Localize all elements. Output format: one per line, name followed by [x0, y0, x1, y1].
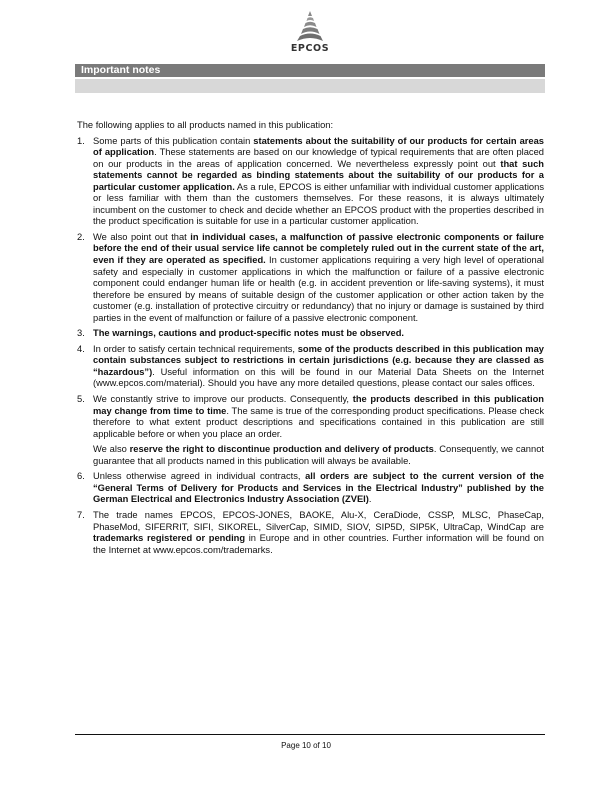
note-number: 7.: [77, 509, 85, 520]
note-paragraph: [93, 444, 544, 467]
note-paragraph: [93, 136, 544, 228]
note-paragraph: [93, 328, 544, 340]
body-text: Unless otherwise agreed in individual contracts,: [93, 471, 306, 482]
note-item-5: [77, 394, 544, 467]
notes-body: [77, 120, 544, 560]
body-text: We also point out that: [93, 231, 191, 242]
note-number: 1.: [77, 135, 85, 146]
note-item-4: [77, 344, 544, 390]
note-number: 5.: [77, 394, 85, 405]
epcos-triangle-icon: [293, 10, 327, 42]
emphasis-text: some of the products described in this publication may contain substances subject to restrictions in certain jurisdictions (e.g. because they are classed as “hazardous”): [93, 343, 544, 377]
emphasis-text: trademarks registered or pending: [93, 533, 246, 544]
note-number: 2.: [77, 231, 85, 242]
note-paragraph: [93, 510, 544, 556]
emphasis-text: all orders are subject to the current version of the “General Terms of Delivery for Products and Services in the Electrical Industry” published by the German Electrical and Electronics Industry Association (ZVEI): [93, 471, 544, 505]
epcos-logo: [285, 10, 335, 56]
body-text: . Useful information on this will be found in our Material Data Sheets on the Internet (www.epcos.com/material). Should you have any more detailed questions, please contact our sales offices.: [93, 366, 544, 389]
note-number: 6.: [77, 471, 85, 482]
note-paragraph: [93, 232, 544, 324]
body-text: . Consequently, we cannot guarantee that all products named in this publication will always be available.: [93, 444, 544, 466]
note-item-3: [77, 328, 544, 340]
page-number: Page 10 of 10: [281, 741, 331, 750]
note-paragraph: [93, 394, 544, 440]
intro-text: The following applies to all products named in this publication:: [77, 120, 334, 130]
body-text: We also: [93, 444, 130, 455]
body-text: The trade names EPCOS, EPCOS-JONES, BAOKE, Alu-X, CeraDiode, CSSP, MLSC, PhaseCap, PhaseMod, SIFERRIT, SIFI, SIKOREL, SilverCap, SIMID, SIOV, SIP5D, SIP5K, UltraCap, WindCap are: [93, 509, 544, 532]
note-item-1: [77, 136, 544, 228]
emphasis-text: in individual cases, a malfunction of passive electronic components or failure before the end of their usual service life cannot be completely ruled out in the current state of the art, even if they are operated as specified.: [93, 231, 544, 266]
note-paragraph: [93, 471, 544, 506]
section-title: Important notes: [81, 64, 161, 76]
emphasis-text: the products described in this publication may change from time to time: [93, 394, 545, 416]
note-number: 3.: [77, 328, 85, 339]
emphasis-text: reserve the right to discontinue production and delivery of products: [129, 444, 434, 455]
body-text: in Europe and in other countries. Further information will be found on the Internet at www.epcos.com/trademarks.: [93, 533, 544, 555]
note-item-6: [77, 471, 544, 506]
body-text: . The same is true of the corresponding product specifications. Please check therefore to what extent product descriptions and specifications contained in this publication are still applicable before or when you place an order.: [93, 405, 545, 439]
note-item-2: [77, 232, 544, 324]
emphasis-text: The warnings, cautions and product-specific notes must be observed.: [93, 328, 404, 339]
logo-text: EPCOS: [290, 43, 330, 54]
body-text: Some parts of this publication contain: [93, 135, 254, 146]
body-text: .: [368, 494, 372, 505]
notes-list: [77, 136, 544, 557]
body-text: In order to satisfy certain technical requirements,: [93, 343, 298, 354]
footer-divider: [75, 734, 545, 735]
body-text: In customer applications requiring a very high level of operational safety and especially in customer applications in which the malfunction or failure of a passive electronic component could endanger human life or health (e.g. in accident prevention or life-saving systems), it must therefore be ensured by means of suitable design of the customer application or other action taken by the customer (e.g. installation of protective circuitry or redundancy) that no injury or damage is sustained by third parties in the event of malfunction or failure of a passive electronic component.: [93, 255, 545, 323]
body-text: . These statements are based on our knowledge of typical requirements that are often placed on our products in the areas of application concerned. We nevertheless expressly point out: [93, 147, 544, 169]
note-item-7: [77, 510, 544, 556]
note-paragraph: [93, 344, 544, 390]
note-number: 4.: [77, 343, 85, 354]
emphasis-text: that such statements cannot be regarded as binding statements about the suitability of our products for a particular customer application.: [93, 158, 544, 192]
emphasis-text: statements about the suitability of our products for certain areas of application: [93, 135, 544, 158]
section-subtitle-bar: [75, 79, 545, 93]
section-title-bar: [75, 64, 545, 77]
body-text: We constantly strive to improve our products. Consequently,: [93, 394, 353, 405]
body-text: As a rule, EPCOS is either unfamiliar with individual customer applications or less familiar with them than the customers themselves. For these reasons, it is always ultimately incumbent on the customer to check and decide whether an EPCOS product with the properties described in the product specification is suitable for use in a particular customer application.: [93, 181, 544, 227]
